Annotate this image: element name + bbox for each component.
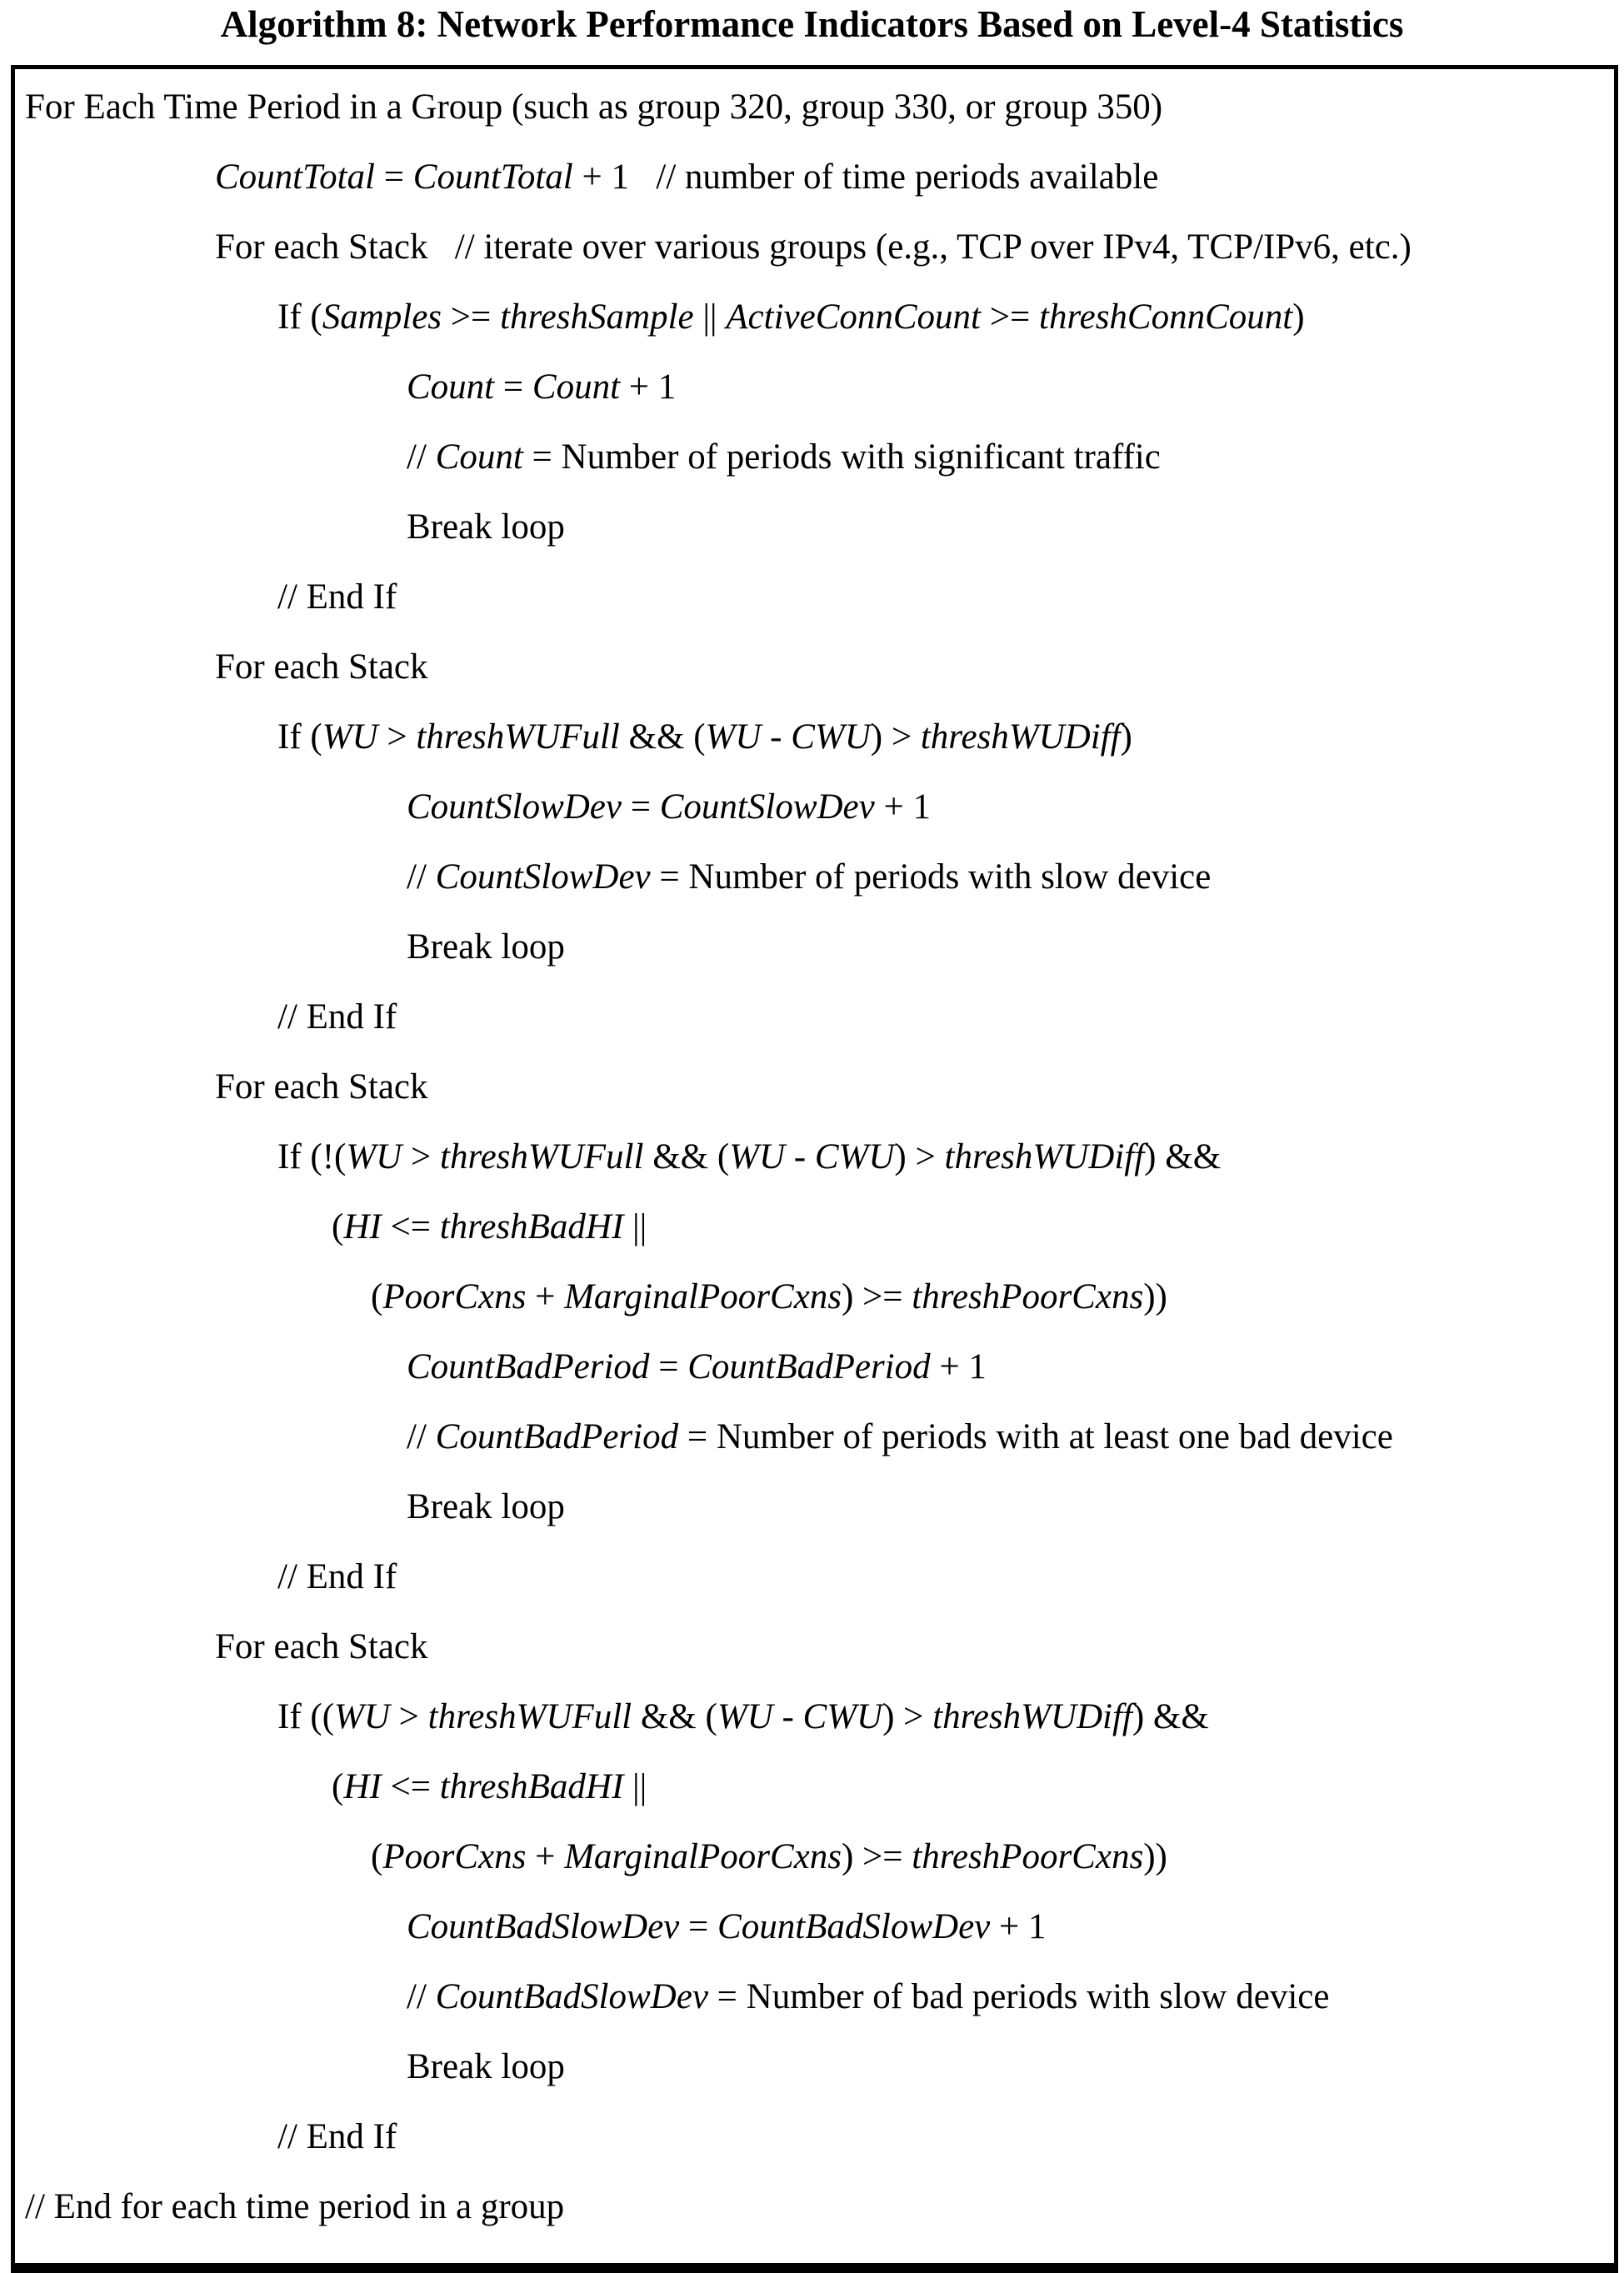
code-text: (	[332, 1767, 344, 1806]
code-text: && (	[619, 717, 706, 757]
variable-name: PoorCxns	[382, 1837, 527, 1876]
code-text: >	[377, 717, 417, 757]
code-line	[15, 1962, 1614, 2032]
code-line	[15, 702, 1614, 772]
code-line	[15, 422, 1614, 492]
code-text: If ((	[277, 1697, 335, 1736]
code-line	[15, 1052, 1614, 1122]
code-line	[15, 212, 1614, 282]
code-text: -	[772, 1697, 803, 1736]
algorithm-title: Algorithm 8: Network Performance Indicators Based on Level-4 Statistics	[220, 3, 1404, 45]
variable-name: threshBadHI	[439, 1207, 624, 1246]
variable-name: MarginalPoorCxns	[564, 1277, 842, 1316]
code-text: ||	[623, 1207, 647, 1246]
code-line	[15, 72, 1614, 142]
code-line	[15, 2032, 1614, 2102]
variable-name: threshWUFull	[416, 717, 620, 757]
variable-name: CountSlowDev	[659, 787, 875, 827]
code-text: = Number of periods with significant traffic	[522, 437, 1161, 477]
code-text: ) >	[882, 1697, 933, 1736]
code-text: If (	[277, 717, 322, 757]
variable-name: CountTotal	[412, 157, 573, 197]
variable-name: PoorCxns	[382, 1277, 527, 1316]
variable-name: HI	[343, 1767, 382, 1806]
code-text: )	[1292, 297, 1305, 337]
code-line	[15, 632, 1614, 702]
variable-name: threshWUDiff	[932, 1697, 1132, 1736]
code-line	[15, 912, 1614, 982]
code-text: + 1	[930, 1347, 987, 1386]
code-text: ||	[693, 297, 727, 337]
code-text: =	[679, 1907, 718, 1946]
code-text: +	[526, 1277, 565, 1316]
code-line	[15, 1612, 1614, 1682]
code-text: <=	[381, 1767, 440, 1806]
code-text: ))	[1143, 1277, 1167, 1316]
code-line	[15, 1472, 1614, 1542]
code-line	[15, 562, 1614, 632]
variable-name: CWU	[802, 1697, 883, 1736]
variable-name: WU	[729, 1137, 786, 1176]
code-text: =	[375, 157, 413, 197]
code-text: // End If	[277, 997, 397, 1037]
code-line	[15, 142, 1614, 212]
variable-name: CountBadPeriod	[435, 1417, 679, 1456]
code-line	[15, 982, 1614, 1052]
code-text: = Number of periods with slow device	[650, 857, 1212, 897]
variable-name: CountBadSlowDev	[435, 1977, 708, 2016]
code-text: //	[407, 857, 436, 897]
code-line	[15, 282, 1614, 352]
variable-name: WU	[717, 1697, 773, 1736]
code-text: Break loop	[407, 1487, 565, 1526]
code-text: ))	[1143, 1837, 1167, 1876]
code-text: ) >=	[841, 1837, 912, 1876]
code-text: =	[621, 787, 660, 827]
code-line	[15, 1332, 1614, 1402]
code-line	[15, 1822, 1614, 1892]
code-line	[15, 1682, 1614, 1752]
code-text: // End If	[277, 1557, 397, 1596]
code-text: ||	[623, 1767, 647, 1806]
code-text: If (!(	[277, 1137, 347, 1176]
code-text: For each Stack	[215, 1067, 428, 1107]
code-text: //	[407, 1977, 436, 2016]
variable-name: CountBadSlowDev	[407, 1907, 680, 1946]
code-line	[15, 1892, 1614, 1962]
code-text: =	[649, 1347, 688, 1386]
variable-name: threshPoorCxns	[912, 1277, 1144, 1316]
variable-name: WU	[334, 1697, 390, 1736]
variable-name: threshConnCount	[1039, 297, 1293, 337]
code-text: >=	[981, 297, 1040, 337]
code-text: If (	[277, 297, 322, 337]
code-text: = Number of bad periods with slow device	[707, 1977, 1330, 2016]
variable-name: threshSample	[500, 297, 694, 337]
variable-name: WU	[705, 717, 762, 757]
code-text: = Number of periods with at least one bad device	[678, 1417, 1393, 1456]
code-text: ) >	[870, 717, 921, 757]
code-text: (	[371, 1837, 383, 1876]
variable-name: CountTotal	[215, 157, 375, 197]
code-text: Break loop	[407, 927, 565, 967]
page-header	[0, 0, 1624, 65]
variable-name: WU	[346, 1137, 402, 1176]
code-line	[15, 1122, 1614, 1192]
variable-name: CountBadPeriod	[407, 1347, 650, 1386]
code-line	[15, 2172, 1614, 2242]
variable-name: WU	[322, 717, 378, 757]
code-line	[15, 772, 1614, 842]
variable-name: CountSlowDev	[435, 857, 651, 897]
code-text: ) &&	[1132, 1697, 1209, 1736]
code-text: && (	[632, 1697, 717, 1736]
variable-name: Count	[407, 367, 495, 407]
code-text: (	[371, 1277, 383, 1316]
code-text: =	[494, 367, 532, 407]
code-line	[15, 1542, 1614, 1612]
code-text: + 1	[874, 787, 931, 827]
variable-name: CountSlowDev	[407, 787, 622, 827]
code-text: + 1 // number of time periods available	[572, 157, 1159, 197]
code-text: ) >	[894, 1137, 945, 1176]
code-text: + 1	[990, 1907, 1047, 1946]
code-text: >	[389, 1697, 428, 1736]
variable-name: HI	[343, 1207, 382, 1246]
code-text: + 1	[620, 367, 677, 407]
code-text: //	[407, 1417, 436, 1456]
variable-name: CountBadPeriod	[687, 1347, 931, 1386]
variable-name: threshWUDiff	[944, 1137, 1145, 1176]
code-text: // End for each time period in a group	[25, 2187, 565, 2226]
code-text: (	[332, 1207, 344, 1246]
code-text: For Each Time Period in a Group (such as group 320, group 330, or group 350)	[25, 87, 1163, 127]
code-line	[15, 1262, 1614, 1332]
variable-name: CWU	[814, 1137, 895, 1176]
code-text: // End If	[277, 2117, 397, 2156]
variable-name: threshWUFull	[427, 1697, 632, 1736]
code-text: +	[526, 1837, 565, 1876]
variable-name: threshWUDiff	[920, 717, 1121, 757]
code-line	[15, 352, 1614, 422]
code-line	[15, 1752, 1614, 1822]
variable-name: Samples	[322, 297, 442, 337]
code-text: ) >=	[841, 1277, 912, 1316]
code-text: )	[1120, 717, 1132, 757]
code-text: >=	[442, 297, 501, 337]
code-text: <=	[381, 1207, 440, 1246]
variable-name: MarginalPoorCxns	[564, 1837, 842, 1876]
code-line	[15, 2102, 1614, 2172]
code-text: && (	[643, 1137, 730, 1176]
code-text: //	[407, 437, 436, 477]
variable-name: CWU	[791, 717, 871, 757]
variable-name: threshBadHI	[439, 1767, 624, 1806]
algorithm-box	[11, 65, 1618, 2273]
variable-name: Count	[435, 437, 523, 477]
variable-name: threshWUFull	[440, 1137, 644, 1176]
variable-name: CountBadSlowDev	[717, 1907, 991, 1946]
code-text: For each Stack	[215, 647, 428, 687]
code-line	[15, 492, 1614, 562]
variable-name: Count	[532, 367, 621, 407]
code-text: Break loop	[407, 507, 565, 547]
code-text: // End If	[277, 577, 397, 617]
code-text: For each Stack // iterate over various groups (e.g., TCP over IPv4, TCP/IPv6, etc.)	[215, 227, 1412, 267]
code-line	[15, 842, 1614, 912]
code-text: For each Stack	[215, 1627, 428, 1666]
code-line	[15, 1402, 1614, 1472]
code-text: Break loop	[407, 2047, 565, 2086]
code-text: ) &&	[1144, 1137, 1222, 1176]
variable-name: ActiveConnCount	[726, 297, 982, 337]
variable-name: threshPoorCxns	[912, 1837, 1144, 1876]
code-line	[15, 1192, 1614, 1262]
code-text: >	[402, 1137, 440, 1176]
code-text: -	[761, 717, 792, 757]
code-text: -	[785, 1137, 815, 1176]
